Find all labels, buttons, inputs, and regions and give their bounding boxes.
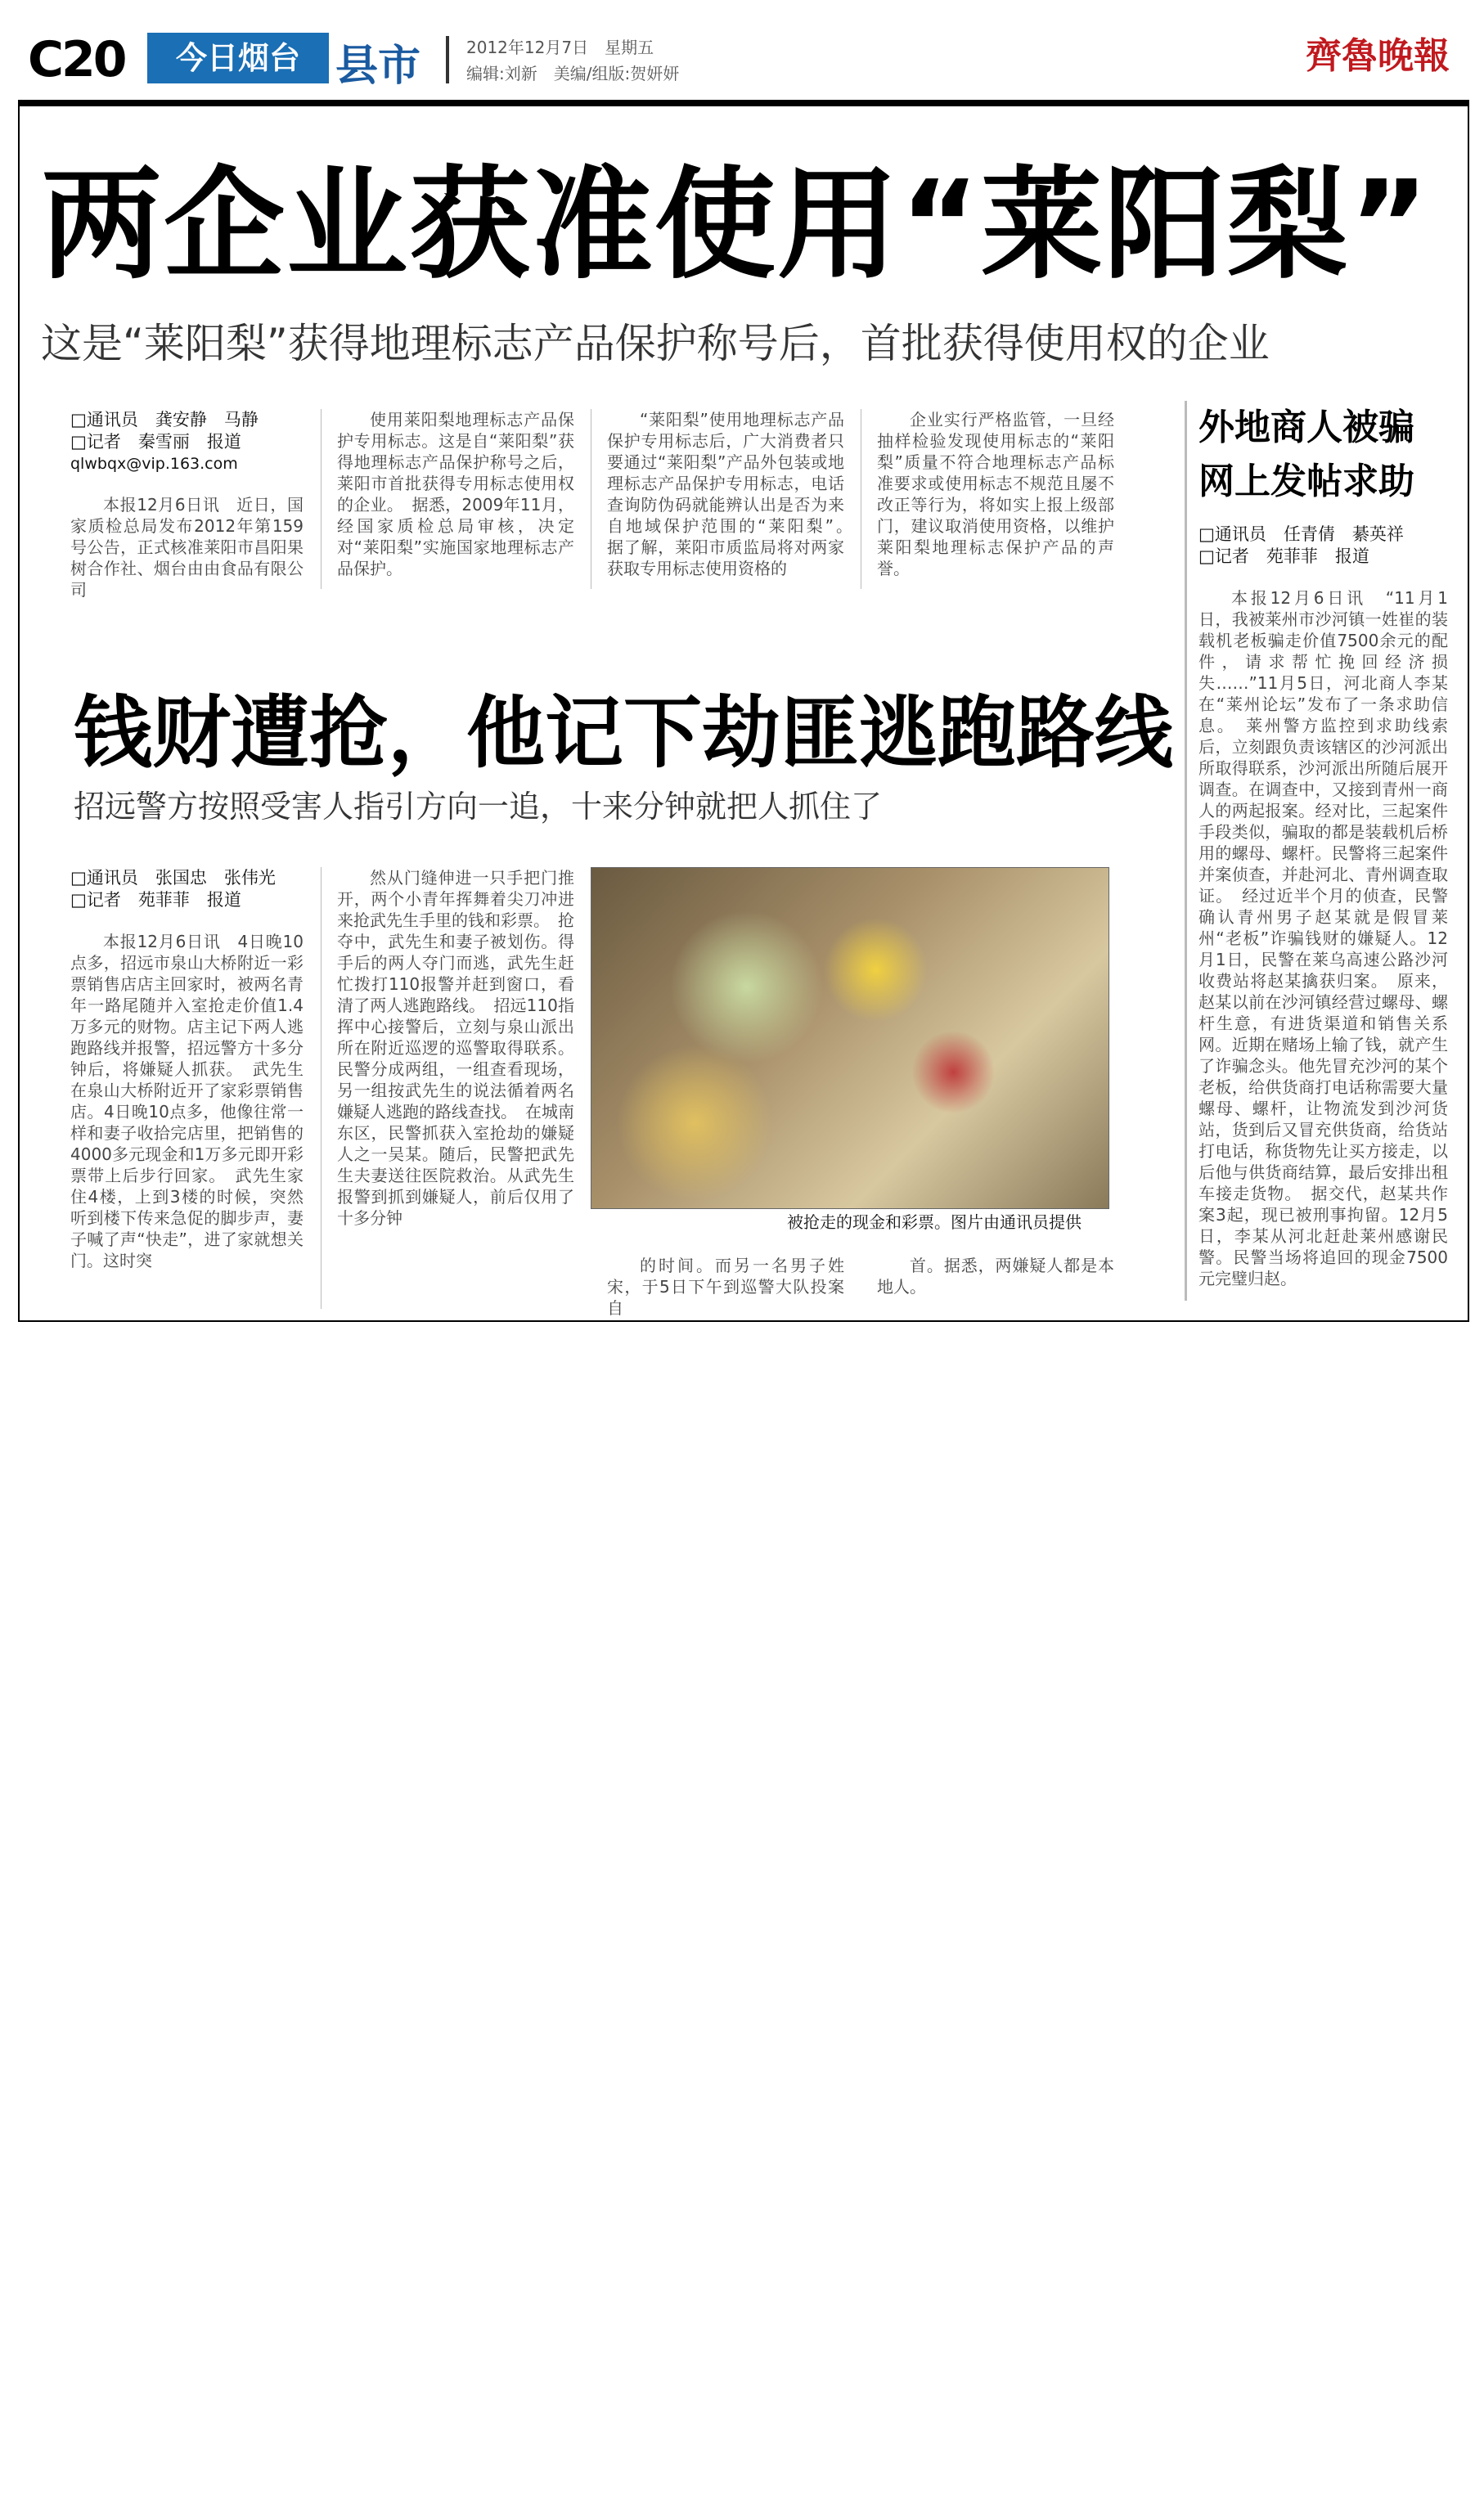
column-rule <box>321 867 322 1309</box>
column-rule <box>321 409 322 589</box>
article2-subhead: 招远警方按照受害人指引方向一追，十来分钟就把人抓住了 <box>74 789 883 825</box>
newspaper-logo: 齊魯晚報 <box>1306 35 1450 77</box>
article2-photo <box>591 867 1109 1209</box>
article1-email: qlwbqx@vip.163.com <box>70 455 238 473</box>
article2-headline: 钱财遭抢，他记下劫匪逃跑路线 <box>74 687 1173 779</box>
article2-col4: 首。据悉，两嫌疑人都是本地人。 <box>877 1256 1114 1297</box>
page-number: C20 <box>28 31 125 88</box>
section-tag: 今日烟台 <box>147 33 329 83</box>
article2-credit-correspondent: □通讯员 张国忠 张伟光 <box>70 868 276 888</box>
article2-col1: 本报12月6日讯 4日晚10点多，招远市泉山大桥附近一彩票销售店店主回家时，被两名青年一路尾随并入室抢走价值1.4万多元的财物。店主记下两人逃跑路线并报警，招远警方十多分钟后，将嫌疑人抓获。 武先生在泉山大桥附近开了家彩票销售店。4日晚10点多，他像往常一样和妻子收拾完店里，把销售的4000多元现金和1万多元即开彩票带上后步行回家。 武先生家住4楼，上到3楼的时候，突然听到楼下传来急促的脚步声，妻子喊了声“快走”，进了家就想关门。这时突 <box>70 932 304 1270</box>
article3-headline-line2: 网上发帖求助 <box>1198 461 1414 502</box>
article1-subhead: 这是“莱阳梨”获得地理标志产品保护称号后，首批获得使用权的企业 <box>41 320 1270 367</box>
article1-col1: 本报12月6日讯 近日，国家质检总局发布2012年第159号公告，正式核准莱阳市昌阳果树合作社、烟台由由食品有限公司 <box>70 495 304 600</box>
article1-col2: 使用莱阳梨地理标志产品保护专用标志。这是自“莱阳梨”获得地理标志产品保护称号之后，莱阳市首批获得专用标志使用权的企业。 据悉，2009年11月，经国家质检总局审核，决定对“莱阳梨”实施国家地理标志产品保护。 <box>337 410 574 578</box>
article1-col3: “莱阳梨”使用地理标志产品保护专用标志后，广大消费者只要通过“莱阳梨”产品外包装或地理标志产品保护专用标志，电话查询防伪码就能辨认出是否为来自地域保护范围的“莱阳梨”。 据了解，莱阳市质监局将对两家获取专用标志使用资格的 <box>607 410 861 578</box>
article2-col2: 然从门缝伸进一只手把门推开，两个小青年挥舞着尖刀冲进来抢武先生手里的钱和彩票。 抢夺中，武先生和妻子被划伤。得手后的两人夺门而逃，武先生赶忙拨打110报警并赶到窗口，看清了两人逃跑路线。 招远110指挥中心接警后，立刻与泉山派出所在附近巡逻的巡警取得联系。民警分成两组，一组查看现场，另一组按武先生的说法循着两名嫌疑人逃跑的路线查找。 在城南东区，民警抓获入室抢劫的嫌疑人之一吴某。随后，民警把武先生夫妻送往医院救治。从武先生报警到抓到嫌疑人，前后仅用了十多分钟 <box>337 868 574 1228</box>
sidebar-rule <box>1185 401 1187 1301</box>
article3-credit-correspondent: □通讯员 任青倩 綦英祥 <box>1198 524 1404 544</box>
article3-credit-reporter: □记者 苑菲菲 报道 <box>1198 546 1369 566</box>
editor-credits: 编辑:刘新 美编/组版:贺妍妍 <box>466 64 680 83</box>
article1-credit-correspondent: □通讯员 龚安静 马静 <box>70 410 259 429</box>
article3-headline <box>1198 401 1444 509</box>
article3-headline-line1: 外地商人被骗 <box>1198 407 1414 448</box>
section-name: 县市 <box>335 42 421 91</box>
article2-photo-caption: 被抢走的现金和彩票。图片由通讯员提供 <box>787 1212 1082 1232</box>
article1-col4: 企业实行严格监管，一旦经抽样检验发现使用标志的“莱阳梨”质量不符合地理标志产品标准要求或使用标志不规范且屡不改正等行为，将如实上报上级部门，建议取消使用资格，以维护莱阳梨地理标志保护产品的声誉。 <box>877 410 1114 578</box>
masthead-divider <box>446 36 449 83</box>
article1-credit-reporter: □记者 秦雪丽 报道 <box>70 432 241 452</box>
article3-body: 本报12月6日讯 “11月1日，我被莱州市沙河镇一姓崔的装载机老板骗走价值7500余元的配件，请求帮忙挽回经济损失……”11月5日，河北商人李某在“莱州论坛”发布了一条求助信息。 莱州警方监控到求助线索后，立刻跟负责该辖区的沙河派出所取得联系，沙河派出所随后展开调查。在调查中，又接到青州一商人的两起报案。经对比，三起案件手段类似，骗取的都是装载机后桥用的螺母、螺杆。民警将三起案件并案侦查，并赴河北、青州调查取证。 经过近半个月的侦查，民警确认青州男子赵某就是假冒莱州“老板”诈骗钱财的嫌疑人。12月1日，民警在莱乌高速公路沙河收费站将赵某擒获归案。 原来，赵某以前在沙河镇经营过螺母、螺杆生意，有进货渠道和销售关系网。近期在赌场上输了钱，就产生了诈骗念头。他先冒充沙河的某个老板，给供货商打电话称需要大量螺母、螺杆，让物流发到沙河货站，货到后又冒充供货商，给货站打电话，称货物先让买方接走，以后他与供货商结算，最后安排出租车接走货物。 据交代，赵某共作案3起，现已被刑事拘留。12月5日，李某从河北赶赴莱州感谢民警。民警当场将追回的现金7500元完璧归赵。 <box>1198 588 1448 1288</box>
article1-headline: 两企业获准使用“莱阳梨” <box>41 155 1431 295</box>
article2-credit-reporter: □记者 苑菲菲 报道 <box>70 890 241 910</box>
article2-col3: 的时间。而另一名男子姓宋，于5日下午到巡警大队投案自 <box>607 1256 844 1318</box>
issue-date: 2012年12月7日 星期五 <box>466 38 654 57</box>
